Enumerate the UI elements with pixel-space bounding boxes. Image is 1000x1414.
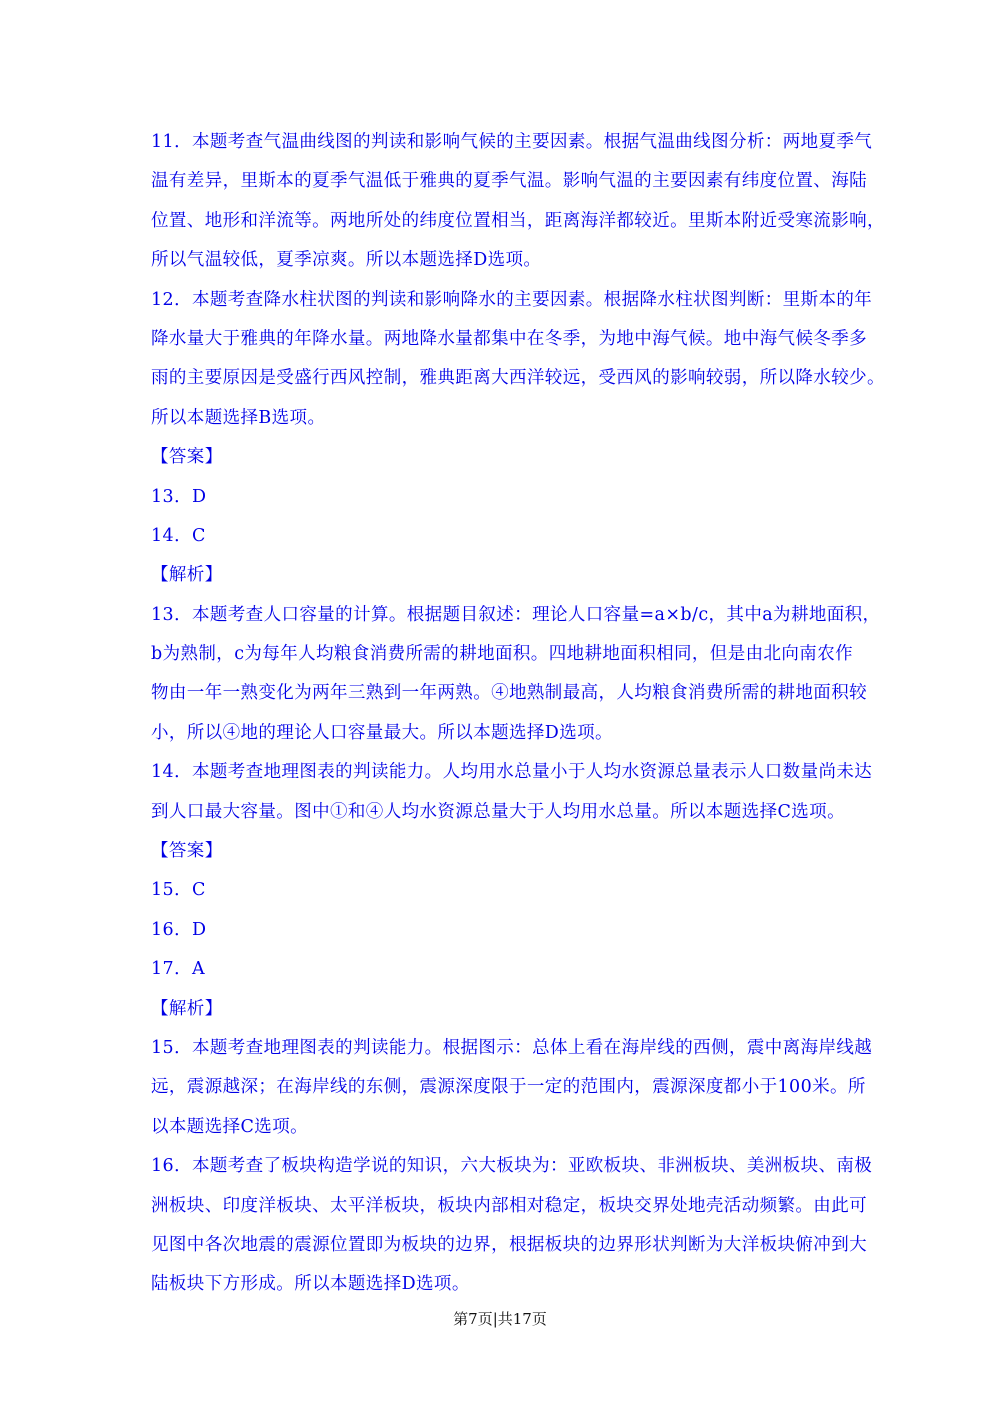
text-line: 物由一年一熟变化为两年三熟到一年两熟。④地熟制最高，人均粮食消费所需的耕地面积较 xyxy=(151,683,867,704)
text-line: 13．本题考查人口容量的计算。根据题目叙述：理论人口容量=a×b/c，其中a为耕地面积， xyxy=(151,604,881,625)
text-line: 所以本题选择B选项。 xyxy=(151,407,326,428)
answer-heading: 【答案】 xyxy=(151,841,223,862)
page-footer: 第7页|共17页 xyxy=(453,1310,547,1328)
text-line: 16．本题考查了板块构造学说的知识，六大板块为：亚欧板块、非洲板块、美洲板块、南极 xyxy=(151,1156,873,1177)
answer-item: 15．C xyxy=(151,880,206,901)
text-line: 见图中各次地震的震源位置即为板块的边界，根据板块的边界形状判断为大洋板块俯冲到大 xyxy=(151,1234,867,1255)
text-line: 降水量大于雅典的年降水量。两地降水量都集中在冬季，为地中海气候。地中海气候冬季多 xyxy=(151,328,867,349)
text-line: 远，震源越深；在海岸线的东侧，震源深度限于一定的范围内，震源深度都小于100米。所 xyxy=(151,1077,866,1098)
text-line: 雨的主要原因是受盛行西风控制，雅典距离大西洋较远，受西风的影响较弱，所以降水较少。 xyxy=(151,368,885,389)
text-line: b为熟制，c为每年人均粮食消费所需的耕地面积。四地耕地面积相同，但是由北向南农作 xyxy=(151,644,854,665)
analysis-heading: 【解析】 xyxy=(151,565,223,586)
text-line: 到人口最大容量。图中①和④人均水资源总量大于人均用水总量。所以本题选择C选项。 xyxy=(151,801,845,822)
text-line: 15．本题考查地理图表的判读能力。根据图示：总体上看在海岸线的西侧，震中离海岸线越 xyxy=(151,1037,873,1058)
text-line: 以本题选择C选项。 xyxy=(151,1116,308,1137)
text-line: 11．本题考查气温曲线图的判读和影响气候的主要因素。根据气温曲线图分析：两地夏季气 xyxy=(151,132,873,152)
text-line: 12．本题考查降水柱状图的判读和影响降水的主要因素。根据降水柱状图判断：里斯本的年 xyxy=(151,289,873,310)
answer-item: 13．D xyxy=(151,486,207,507)
answer-item: 17．A xyxy=(151,959,206,980)
answer-heading: 【答案】 xyxy=(151,447,223,468)
text-line: 所以气温较低，夏季凉爽。所以本题选择D选项。 xyxy=(151,250,542,271)
text-line: 洲板块、印度洋板块、太平洋板块，板块内部相对稳定，板块交界处地壳活动频繁。由此可 xyxy=(151,1195,867,1216)
text-line: 14．本题考查地理图表的判读能力。人均用水总量小于人均水资源总量表示人口数量尚未达 xyxy=(151,762,873,783)
text-line: 位置、地形和洋流等。两地所处的纬度位置相当，距离海洋都较近。里斯本附近受寒流影响， xyxy=(151,210,885,231)
text-line: 陆板块下方形成。所以本题选择D选项。 xyxy=(151,1274,470,1295)
text-line: 温有差异，里斯本的夏季气温低于雅典的夏季气温。影响气温的主要因素有纬度位置、海陆 xyxy=(151,171,867,192)
answer-item: 16．D xyxy=(151,919,207,940)
answer-item: 14．C xyxy=(151,525,206,546)
text-line: 小，所以④地的理论人口容量最大。所以本题选择D选项。 xyxy=(151,722,613,743)
document-body xyxy=(151,123,885,1305)
analysis-heading: 【解析】 xyxy=(151,998,223,1019)
